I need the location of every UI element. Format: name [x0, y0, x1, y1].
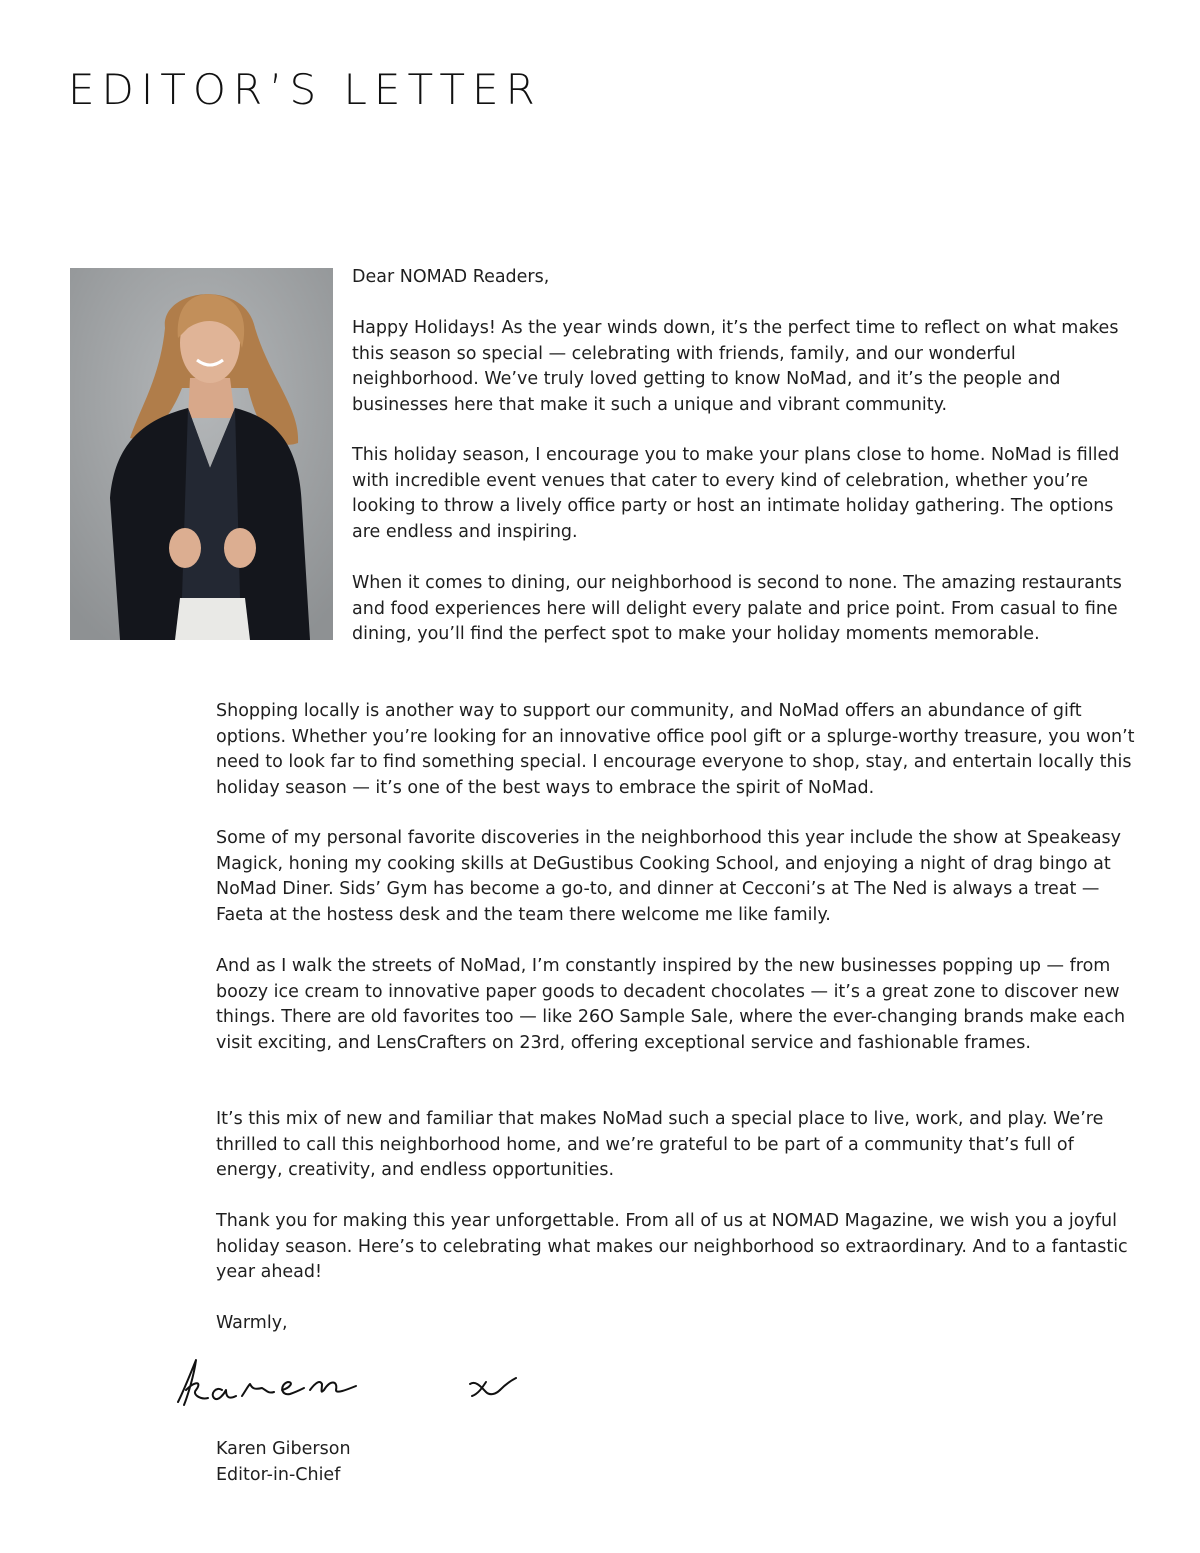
letter-closing: Warmly, [216, 1313, 288, 1333]
letter-paragraph: This holiday season, I encourage you to make your plans close to home. NoMad is filled with incredible event venues that cater to every kind of celebration, whether you’re looking to throw a lively office party or host an intimate holiday gathering. The options are endless and inspiring. [352, 445, 1120, 542]
letter-paragraph: And as I walk the streets of NoMad, I’m constantly inspired by the new businesses popping up — from boozy ice cream to innovative paper goods to decadent chocolates — it’s a great zone to discover new things. There are old favorites too — like 26O Sample Sale, where the ever-changing brands make each visit exciting, and LensCrafters on 23rd, offering exceptional service and fashionable frames. [216, 956, 1126, 1053]
letter-paragraph: It’s this mix of new and familiar that makes NoMad such a special place to live, work, and play. We’re thrilled to call this neighborhood home, and we’re grateful to be part of a community that’s full of energy, creativity, and endless opportunities. [216, 1109, 1104, 1180]
letter-greeting: Dear NOMAD Readers, [352, 267, 550, 287]
letter-paragraph: When it comes to dining, our neighborhood is second to none. The amazing restaurants and food experiences here will delight every palate and price point. From casual to fine dining, you’ll find the perfect spot to make your holiday moments memorable. [352, 573, 1122, 644]
handwritten-signature [170, 1350, 530, 1420]
letter-paragraph: Thank you for making this year unforgettable. From all of us at NOMAD Magazine, we wish you a joyful holiday season. Here’s to celebrating what makes our neighborhood so extraordinary. And to a fantastic year ahead! [216, 1211, 1128, 1282]
letter-paragraph: Some of my personal favorite discoveries in the neighborhood this year include the show at Speakeasy Magick, honing my cooking skills at DeGustibus Cooking School, and enjoying a night of drag bingo at NoMad Diner. Sids’ Gym has become a go-to, and dinner at Cecconi’s at The Ned is always a treat — Faeta at the hostess desk and the team there welcome me like family. [216, 828, 1122, 925]
author-name: Karen Giberson [216, 1439, 351, 1459]
author-title: Editor-in-Chief [216, 1465, 341, 1485]
letter-paragraph: Happy Holidays! As the year winds down, it’s the perfect time to reflect on what makes this season so special — celebrating with friends, family, and our wonderful neighborhood. We’ve truly loved getting to know NoMad, and it’s the people and businesses here that make it such a unique and vibrant community. [352, 318, 1119, 415]
letter-paragraph: Shopping locally is another way to support our community, and NoMad offers an abundance of gift options. Whether you’re looking for an innovative office pool gift or a splurge-worthy treasure, you won’t need to look far to find something special. I encourage everyone to shop, stay, and entertain locally this holiday season — it’s one of the best ways to embrace the spirit of NoMad. [216, 701, 1135, 798]
editor-portrait-photo [70, 268, 333, 640]
page-title: EDITOR’S LETTER [68, 65, 542, 114]
